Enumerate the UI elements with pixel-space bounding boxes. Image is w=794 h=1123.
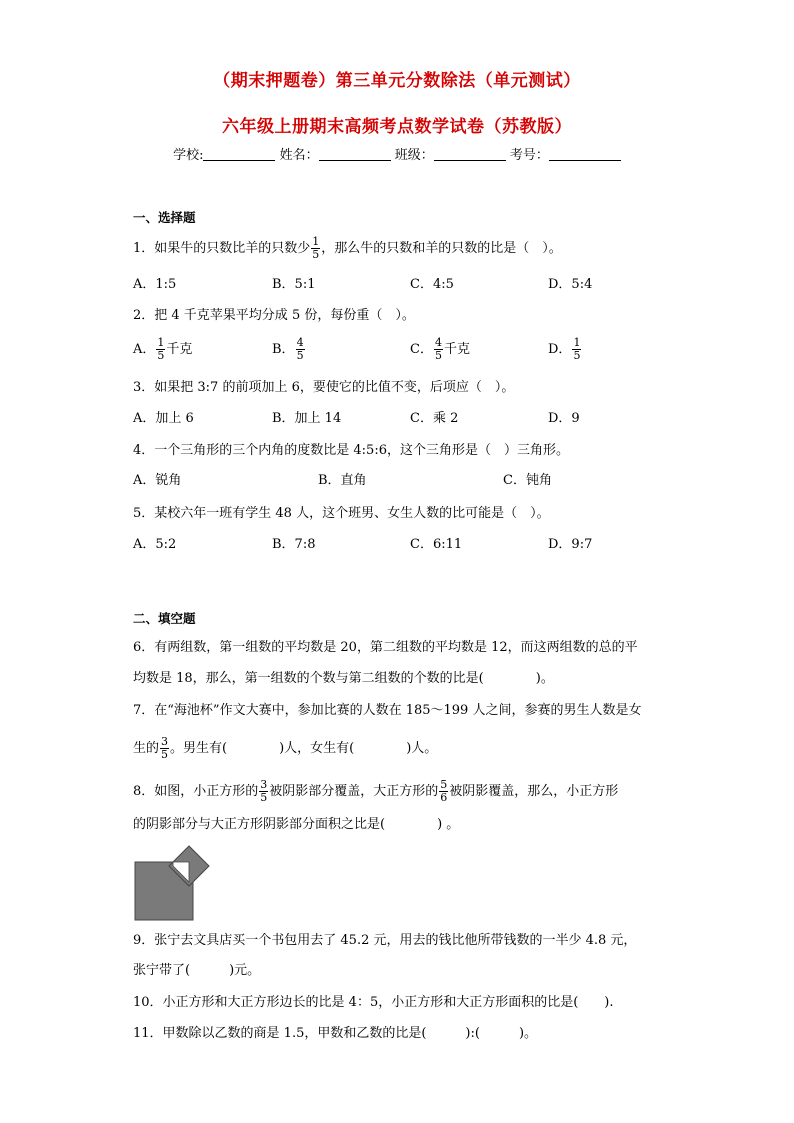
q1-frac-den: 5 [312, 248, 320, 261]
q2-a-label: A． [133, 342, 156, 357]
question-5: 5．某校六年一班有学生 48 人，这个班男、女生人数的比可能是（ ）。 [133, 506, 550, 521]
q2-option-b[interactable] [272, 337, 306, 362]
question-8-line-1 [133, 779, 618, 804]
q7-frac-num: 3 [161, 735, 169, 748]
q4-option-c[interactable]: C．钝角 [503, 473, 552, 488]
exam-no-label: 考号： [509, 148, 549, 163]
q8-frac1-num: 3 [260, 778, 268, 791]
q2-a-unit: 千克 [166, 342, 193, 357]
question-7-line-1: 7．在“海池杯”作文大赛中，参加比赛的人数在 185～199 人之间，参赛的男生人数是女 [133, 703, 642, 718]
overlapping-squares-figure [133, 842, 213, 922]
q3-option-a[interactable]: A．加上 6 [133, 411, 194, 426]
class-blank[interactable] [434, 160, 506, 161]
q8-text-pre: 8．如图，小正方形的 [133, 784, 259, 799]
q2-b-fraction [296, 337, 305, 362]
q2-c-label: C． [410, 342, 433, 357]
question-11: 11．甲数除以乙数的商是 1.5，甲数和乙数的比是( ):( )。 [133, 1026, 538, 1041]
title-line-2: 六年级上册期末高频考点数学试卷（苏教版） [222, 117, 572, 137]
q8-text-post: 被阴影覆盖，那么，小正方形 [449, 784, 619, 799]
q5-option-b[interactable]: B．7:8 [272, 537, 316, 552]
class-label: 班级： [394, 148, 434, 163]
question-6-line-2: 均数是 18，那么，第一组数的个数与第二组数的个数的比是( )。 [133, 671, 554, 686]
q2-d-fraction [572, 337, 581, 362]
title-line-1: （期末押题卷）第三单元分数除法（单元测试） [213, 71, 581, 91]
q5-option-a[interactable]: A．5:2 [133, 537, 177, 552]
q3-option-b[interactable]: B．加上 14 [272, 411, 342, 426]
q2-b-label: B． [272, 342, 295, 357]
question-4: 4．一个三角形的三个内角的度数比是 4:5:6，这个三角形是（ ）三角形。 [133, 443, 569, 458]
q2-option-a[interactable] [133, 337, 192, 362]
section-heading-fill: 二、填空题 [133, 611, 196, 626]
question-6-line-1: 6．有两组数，第一组数的平均数是 20，第二组数的平均数是 12，而这两组数的总的平 [133, 640, 638, 655]
student-info-row [0, 144, 794, 163]
q8-text-mid: 被阴影部分覆盖，大正方形的 [269, 784, 439, 799]
q1-frac-num: 1 [312, 235, 320, 248]
q2-option-c[interactable] [410, 337, 470, 362]
q8-frac2-num: 5 [440, 778, 448, 791]
q8-fraction-1 [259, 779, 268, 804]
q8-fraction-2 [439, 779, 448, 804]
q3-option-d[interactable]: D．9 [548, 411, 580, 426]
q4-option-a[interactable]: A．锐角 [133, 473, 182, 488]
q7-fraction [160, 736, 169, 761]
q2-option-d[interactable] [548, 337, 582, 362]
question-9-line-1: 9．张宁去文具店买一个书包用去了 45.2 元，用去的钱比他所带钱数的一半少 4.8 元， [133, 933, 637, 948]
q7-text-post: 。男生有( )人，女生有( )人。 [170, 741, 438, 756]
q7-text-pre: 生的 [133, 741, 160, 756]
question-1 [133, 236, 562, 261]
q2-b-num: 4 [296, 336, 304, 349]
q2-c-num: 4 [434, 336, 442, 349]
q2-a-num: 1 [157, 336, 165, 349]
name-blank[interactable] [319, 160, 391, 161]
name-label: 姓名： [279, 148, 319, 163]
q2-c-fraction [434, 337, 443, 362]
q2-c-unit: 千克 [443, 342, 470, 357]
q2-d-den: 5 [573, 349, 581, 362]
school-blank[interactable] [203, 160, 275, 161]
question-2: 2．把 4 千克苹果平均分成 5 份，每份重（ ）。 [133, 308, 415, 323]
q2-d-num: 1 [573, 336, 581, 349]
q2-d-label: D． [548, 342, 572, 357]
q1-option-d[interactable]: D．5:4 [548, 277, 593, 292]
question-8-line-2: 的阴影部分与大正方形阴影部分面积之比是( ) 。 [133, 817, 460, 832]
q2-b-den: 5 [296, 349, 304, 362]
q2-a-fraction [156, 337, 165, 362]
q1-option-b[interactable]: B．5:1 [272, 277, 316, 292]
q4-option-b[interactable]: B．直角 [318, 473, 367, 488]
q8-frac2-den: 6 [440, 791, 448, 804]
school-label: 学校: [173, 148, 204, 163]
question-10: 10．小正方形和大正方形边长的比是 4：5，小正方形和大正方形面积的比是( ). [133, 995, 614, 1010]
q3-option-c[interactable]: C．乘 2 [410, 411, 459, 426]
q5-option-c[interactable]: C．6:11 [410, 537, 463, 552]
question-3: 3．如果把 3:7 的前项加上 6，要使它的比值不变，后项应（ ）。 [133, 380, 515, 395]
exam-no-blank[interactable] [549, 160, 621, 161]
q1-fraction [311, 236, 320, 261]
question-9-line-2: 张宁带了( )元。 [133, 963, 261, 978]
q5-option-d[interactable]: D．9:7 [548, 537, 593, 552]
question-7-line-2 [133, 736, 437, 761]
q2-a-den: 5 [157, 349, 165, 362]
q7-frac-den: 5 [161, 748, 169, 761]
q1-text-post: ，那么牛的只数和羊的只数的比是（ ）。 [321, 241, 562, 256]
q1-text-pre: 1．如果牛的只数比羊的只数少 [133, 241, 311, 256]
q8-frac1-den: 5 [260, 791, 268, 804]
q1-option-c[interactable]: C．4:5 [410, 277, 454, 292]
q1-option-a[interactable]: A．1:5 [133, 277, 177, 292]
section-heading-choice: 一、选择题 [133, 210, 196, 225]
q2-c-den: 5 [434, 349, 442, 362]
